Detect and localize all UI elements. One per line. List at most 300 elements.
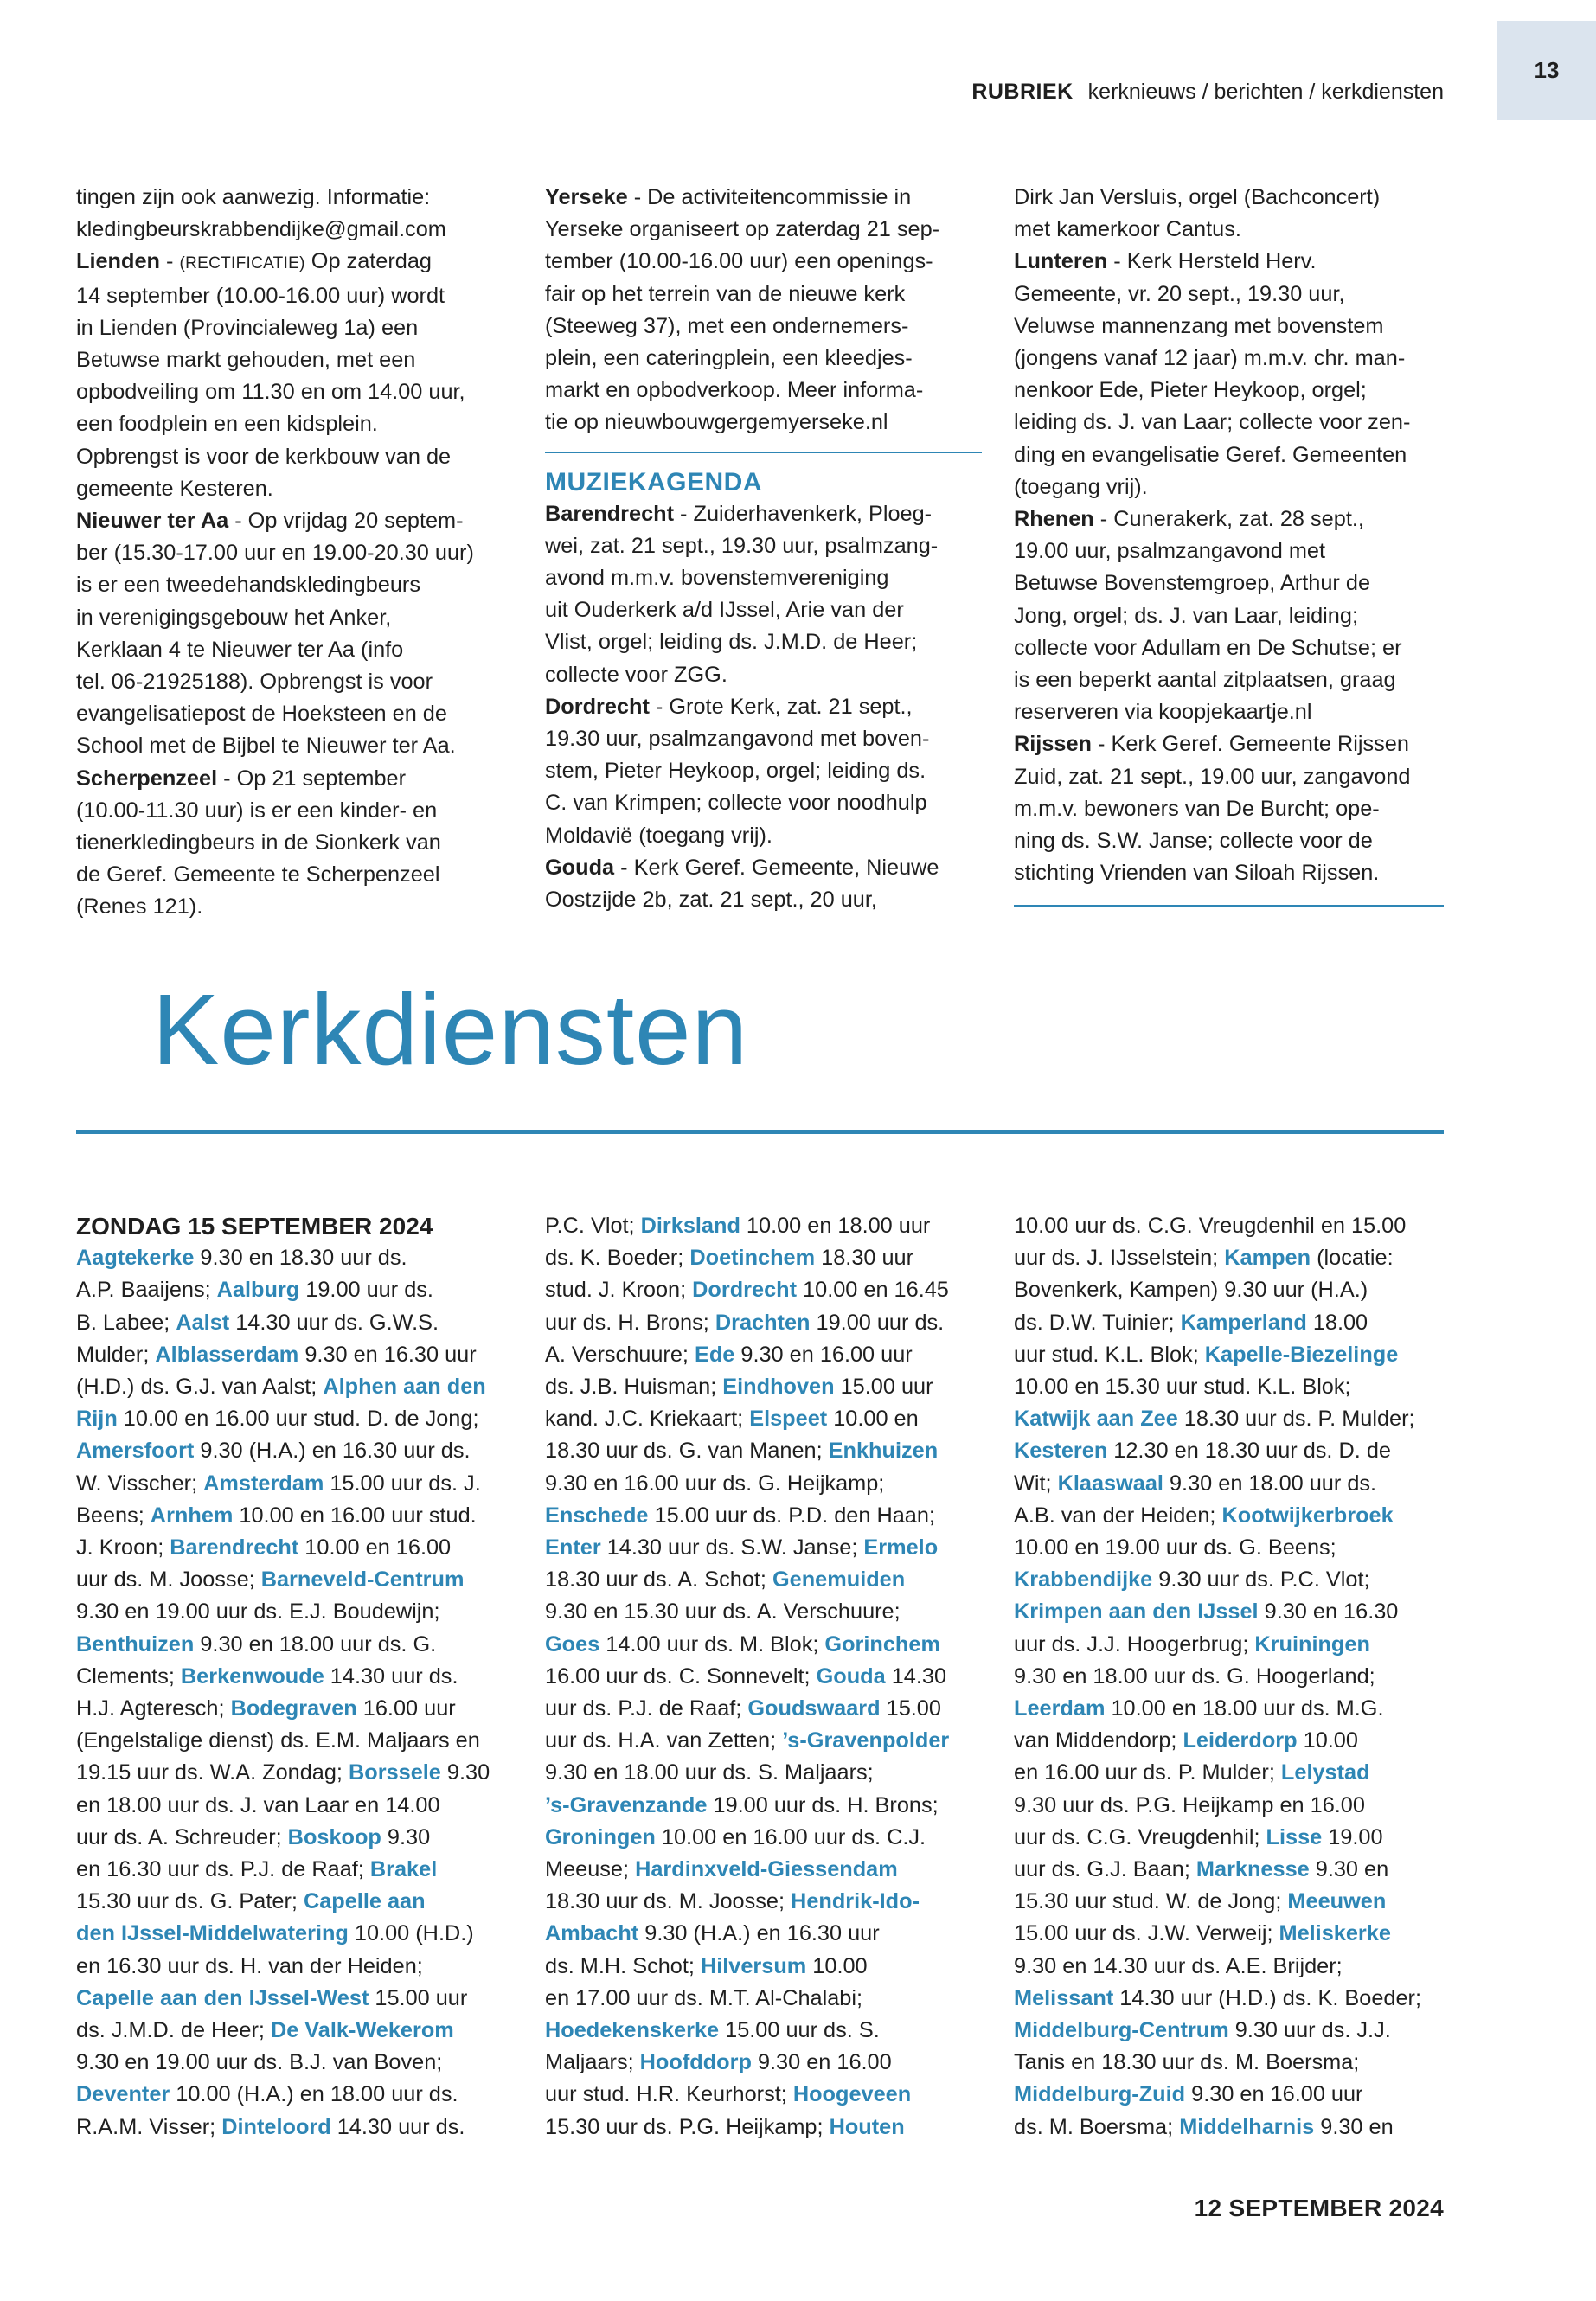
place-name: Barendrecht <box>170 1535 299 1561</box>
line-text: - Kerk Geref. Gemeente Rijssen <box>1091 732 1409 757</box>
line-text: Jong, orgel; ds. J. van Laar, leiding; <box>1014 603 1358 628</box>
service-details: 10.00 en 18.00 uur <box>740 1214 931 1238</box>
service-line <box>545 1822 982 1854</box>
text-line <box>76 280 513 312</box>
service-details: 9.30 en 16.00 uur ds. G. Heijkamp; <box>545 1471 885 1496</box>
text-line <box>545 659 982 691</box>
text-line <box>76 666 513 698</box>
service-details: ds. D.W. Tuinier; <box>1014 1310 1181 1335</box>
line-text: ning ds. S.W. Janse; collecte voor de <box>1014 829 1373 854</box>
service-line <box>76 1307 513 1339</box>
music-agenda-heading: MUZIEKAGENDA <box>545 467 762 497</box>
text-line <box>76 473 513 505</box>
line-text: gemeente Kesteren. <box>76 476 273 501</box>
service-line <box>1014 1242 1451 1274</box>
text-line <box>76 602 513 634</box>
service-details: 10.00 (H.A.) en 18.00 uur ds. <box>170 2082 458 2107</box>
service-details: 15.00 uur ds. P.D. den Haan; <box>648 1503 935 1528</box>
place-name: Amsterdam <box>203 1471 324 1496</box>
text-line <box>1014 471 1451 503</box>
news-column-2-top <box>545 182 982 439</box>
service-line <box>1014 1918 1451 1950</box>
place-name: Benthuizen <box>76 1631 195 1657</box>
text-line <box>1014 182 1451 214</box>
item-location: Lunteren <box>1014 249 1108 274</box>
service-details: 10.00 <box>1297 1728 1358 1753</box>
text-line <box>545 562 982 594</box>
service-details: 16.00 uur ds. C. Sonnevelt; <box>545 1663 817 1689</box>
item-location: Nieuwer ter Aa <box>76 509 229 534</box>
service-details: 9.30 en 18.30 uur ds. <box>194 1246 407 1271</box>
text-line <box>545 626 982 658</box>
place-name: Genemuiden <box>772 1567 906 1593</box>
service-details: 15.00 uur <box>834 1375 933 1400</box>
line-text: - Kerk Geref. Gemeente, Nieuwe <box>614 855 939 880</box>
service-details: 19.00 uur ds. <box>299 1278 433 1303</box>
service-line <box>1014 1886 1451 1918</box>
service-details: uur ds. C.G. Vreugdenhil; <box>1014 1824 1266 1849</box>
service-details: 9.30 en 19.00 uur ds. B.J. van Boven; <box>76 2050 443 2075</box>
place-name: Lisse <box>1266 1824 1323 1849</box>
line-text: ding en evangelisatie Geref. Gemeenten <box>1014 442 1407 467</box>
line-text: Kerklaan 4 te Nieuwer ter Aa (info <box>76 637 404 662</box>
line-text: Yerseke organiseert op zaterdag 21 sep- <box>545 217 940 242</box>
place-name: Enkhuizen <box>828 1439 939 1464</box>
line-text: Dirk Jan Versluis, orgel (Bachconcert) <box>1014 185 1381 209</box>
text-line <box>545 182 982 214</box>
place-name: Capelle aan den IJssel-West <box>76 1985 369 2010</box>
line-text: is er een tweedehandskledingbeurs <box>76 573 420 598</box>
text-line <box>545 884 982 916</box>
service-line <box>76 1371 513 1403</box>
place-name: Dordrecht <box>692 1278 798 1303</box>
text-line <box>545 498 982 530</box>
service-details: 9.30 uur ds. P.G. Heijkamp en 16.00 <box>1014 1792 1365 1817</box>
text-line <box>545 755 982 787</box>
place-name: Leiderdorp <box>1183 1728 1298 1753</box>
service-line <box>1014 1693 1451 1725</box>
text-line <box>76 891 513 923</box>
text-line <box>545 787 982 819</box>
service-line <box>1014 1210 1451 1242</box>
line-text: stichting Vrienden van Siloah Rijssen. <box>1014 861 1380 886</box>
text-line <box>76 408 513 440</box>
service-details: 14.00 uur ds. M. Blok; <box>599 1631 825 1657</box>
service-line <box>1014 1403 1451 1435</box>
service-line <box>76 1854 513 1886</box>
service-details: A. Verschuure; <box>545 1342 695 1367</box>
service-details: A.P. Baaijens; <box>76 1278 217 1303</box>
service-line <box>1014 1629 1451 1661</box>
service-details: 15.30 uur ds. G. Pater; <box>76 1889 304 1914</box>
service-details: A.B. van der Heiden; <box>1014 1503 1222 1528</box>
service-details: ds. M. Boersma; <box>1014 2114 1180 2139</box>
service-details: 9.30 uur ds. J.J. <box>1228 2018 1391 2043</box>
place-name: Goes <box>545 1631 600 1657</box>
service-details: Wit; <box>1014 1471 1058 1496</box>
service-line <box>1014 1307 1451 1339</box>
service-line <box>545 1532 982 1564</box>
service-line <box>76 1564 513 1596</box>
service-details: 19.00 <box>1322 1824 1383 1849</box>
line-text: 14 september (10.00-16.00 uur) wordt <box>76 283 445 308</box>
line-text: Oostzijde 2b, zat. 21 sept., 20 uur, <box>545 888 877 913</box>
service-details: en 16.30 uur ds. P.J. de Raaf; <box>76 1857 370 1882</box>
place-name: den IJssel-Middelwatering <box>76 1921 349 1946</box>
item-location: Scherpenzeel <box>76 766 218 791</box>
line-text: (Renes 121). <box>76 894 203 920</box>
service-details: 10.00 uur ds. C.G. Vreugdenhil en 15.00 <box>1014 1214 1407 1238</box>
line-text: School met de Bijbel te Nieuwer ter Aa. <box>76 734 456 759</box>
service-details: 9.30 en <box>1314 2114 1394 2139</box>
line-text: kledingbeurskrabbendijke@gmail.com <box>76 217 446 242</box>
text-line <box>1014 600 1451 632</box>
service-line <box>545 1307 982 1339</box>
service-line <box>76 1918 513 1950</box>
place-name: Groningen <box>545 1824 656 1849</box>
text-line <box>76 505 513 537</box>
service-details: uur ds. H. Brons; <box>545 1310 715 1335</box>
text-line <box>1014 632 1451 664</box>
service-line <box>545 1596 982 1628</box>
line-text: tienerkledingbeurs in de Sionkerk van <box>76 830 441 856</box>
text-line <box>1014 696 1451 728</box>
service-details: (Engelstalige dienst) ds. E.M. Maljaars en <box>76 1728 480 1753</box>
place-name: Krabbendijke <box>1014 1567 1153 1593</box>
service-details: 9.30 en 18.00 uur ds. <box>1163 1471 1377 1496</box>
service-details: van Middendorp; <box>1014 1728 1183 1753</box>
news-column-3-items <box>1014 182 1451 889</box>
service-details: 19.00 uur ds. <box>810 1310 945 1335</box>
service-details: 10.00 en 16.45 <box>797 1278 949 1303</box>
line-text: 19.00 uur, psalmzangavond met <box>1014 539 1326 564</box>
item-location: Yerseke <box>545 185 628 209</box>
page-number-tab <box>1497 21 1596 120</box>
service-details: stud. J. Kroon; <box>545 1278 693 1303</box>
line-text: (Steeweg 37), met een ondernemers- <box>545 313 909 338</box>
service-line <box>76 1886 513 1918</box>
text-line <box>1014 407 1451 439</box>
place-name: Melissant <box>1014 1985 1114 2010</box>
service-line <box>76 1596 513 1628</box>
line-text: - Zuiderhavenkerk, Ploeg- <box>674 501 933 526</box>
service-details: 14.30 <box>885 1663 947 1689</box>
line-text: stem, Pieter Heykoop, orgel; leiding ds. <box>545 759 926 784</box>
rectification-label: (RECTIFICATIE) <box>179 254 305 273</box>
line-text: tie op nieuwbouwgergemyerseke.nl <box>545 410 888 435</box>
service-line <box>545 1371 982 1403</box>
service-line <box>76 1403 513 1435</box>
line-text: collecte voor Adullam en De Schutse; er <box>1014 635 1402 660</box>
place-name: Capelle aan <box>303 1889 426 1914</box>
service-line <box>76 1629 513 1661</box>
service-details: uur ds. A. Schreuder; <box>76 1824 288 1849</box>
services-column-3 <box>1014 1210 1451 2144</box>
text-line <box>1014 279 1451 311</box>
line-text: tel. 06-21925188). Opbrengst is voor <box>76 670 433 695</box>
service-details: en 16.30 uur ds. H. van der Heiden; <box>76 1953 423 1978</box>
service-details: ds. J.B. Huisman; <box>545 1375 723 1400</box>
line-text: - Kerk Hersteld Herv. <box>1107 249 1317 274</box>
place-name: Meliskerke <box>1279 1921 1391 1946</box>
service-line <box>1014 1661 1451 1693</box>
line-text: evangelisatiepost de Hoeksteen en de <box>76 702 447 727</box>
text-line <box>545 594 982 626</box>
place-name: Hendrik-Ido- <box>791 1889 920 1914</box>
place-name: Kruiningen <box>1254 1631 1370 1657</box>
text-line <box>76 312 513 344</box>
text-line <box>545 214 982 246</box>
line-text: - Cunerakerk, zat. 28 sept., <box>1093 507 1364 532</box>
service-details: 10.00 en 18.00 uur ds. M.G. <box>1105 1696 1384 1721</box>
service-details: 18.30 uur ds. G. van Manen; <box>545 1439 829 1464</box>
text-line <box>545 691 982 723</box>
place-name: Kampen <box>1224 1246 1311 1271</box>
service-details: 15.00 uur ds. S. <box>719 2018 880 2043</box>
service-details: 9.30 <box>440 1760 490 1785</box>
text-line <box>76 698 513 730</box>
service-details: 9.30 (H.A.) en 16.30 uur ds. <box>194 1439 471 1464</box>
text-line <box>76 214 513 246</box>
place-name: Lelystad <box>1280 1760 1370 1785</box>
line-text: - Op vrijdag 20 septem- <box>228 509 464 534</box>
service-details: 18.30 uur <box>815 1246 914 1271</box>
place-name: Ambacht <box>545 1921 639 1946</box>
place-name: Hardinxveld-Giessendam <box>635 1857 898 1882</box>
line-text: 19.30 uur, psalmzangavond met boven- <box>545 727 930 752</box>
service-line <box>545 1242 982 1274</box>
item-location: Barendrecht <box>545 501 675 526</box>
line-text: uit Ouderkerk a/d IJssel, Arie van der <box>545 598 904 623</box>
place-name: Elspeet <box>749 1407 828 1432</box>
service-details: Meeuse; <box>545 1857 636 1882</box>
service-line <box>545 1854 982 1886</box>
service-line <box>76 1693 513 1725</box>
music-agenda-list <box>545 498 982 917</box>
service-details: 14.30 uur ds. S.W. Janse; <box>600 1535 864 1561</box>
news-column-1 <box>76 182 513 924</box>
service-details: (H.D.) ds. G.J. van Aalst; <box>76 1375 324 1400</box>
service-details: P.C. Vlot; <box>545 1214 641 1238</box>
place-name: Kootwijkerbroek <box>1221 1503 1394 1528</box>
service-details: Clements; <box>76 1663 181 1689</box>
line-text: ber (15.30-17.00 uur en 19.00-20.30 uur) <box>76 541 474 566</box>
service-line <box>545 1757 982 1789</box>
place-name: De Valk-Wekerom <box>270 2018 454 2043</box>
service-line <box>76 2047 513 2079</box>
text-line <box>1014 214 1451 246</box>
text-line <box>545 375 982 407</box>
place-name: Hoedekenskerke <box>545 2018 720 2043</box>
line-text: (jongens vanaf 12 jaar) m.m.v. chr. man- <box>1014 346 1406 371</box>
place-name: Dirksland <box>640 1214 740 1238</box>
place-name: Amersfoort <box>76 1439 195 1464</box>
item-location: Rijssen <box>1014 732 1092 757</box>
services-column-1 <box>76 1210 513 2144</box>
service-details: 10.00 en 16.00 <box>298 1535 452 1561</box>
place-name: Kesteren <box>1014 1439 1108 1464</box>
text-line <box>1014 857 1451 889</box>
service-line <box>76 1951 513 1983</box>
service-details: Beens; <box>76 1503 151 1528</box>
line-text: de Geref. Gemeente te Scherpenzeel <box>76 862 440 888</box>
service-line <box>1014 1790 1451 1822</box>
line-text: Gemeente, vr. 20 sept., 19.30 uur, <box>1014 281 1345 306</box>
text-line <box>76 795 513 827</box>
text-line <box>1014 439 1451 471</box>
text-line <box>76 569 513 601</box>
service-details: Bovenkerk, Kampen) 9.30 uur (H.A.) <box>1014 1278 1368 1303</box>
service-line <box>76 1757 513 1789</box>
service-details: 15.00 uur ds. J. <box>324 1471 481 1496</box>
service-details: uur ds. H.A. van Zetten; <box>545 1728 783 1753</box>
services-column-2 <box>545 1210 982 2144</box>
place-name: ’s-Gravenpolder <box>782 1728 950 1753</box>
service-line <box>1014 1951 1451 1983</box>
place-name: Marknesse <box>1195 1857 1310 1882</box>
service-details: uur ds. P.J. de Raaf; <box>545 1696 748 1721</box>
service-details: uur stud. K.L. Blok; <box>1014 1342 1205 1367</box>
text-line <box>1014 375 1451 407</box>
service-details: 19.00 uur ds. H. Brons; <box>707 1792 939 1817</box>
line-text: m.m.v. bewoners van De Burcht; ope- <box>1014 796 1380 821</box>
service-line <box>545 1210 982 1242</box>
place-name: Borssele <box>349 1760 441 1785</box>
place-name: Boskoop <box>287 1824 381 1849</box>
service-line <box>545 1403 982 1435</box>
text-line <box>1014 825 1451 857</box>
service-details: en 16.00 uur ds. P. Mulder; <box>1014 1760 1281 1785</box>
service-line <box>76 1242 513 1274</box>
text-line <box>1014 761 1451 793</box>
service-details: 12.30 en 18.30 uur ds. D. de <box>1107 1439 1391 1464</box>
place-name: Alblasserdam <box>155 1342 299 1367</box>
line-text: - <box>159 249 180 274</box>
service-details: 9.30 <box>381 1824 431 1849</box>
place-name: Goudswaard <box>747 1696 881 1721</box>
service-date-heading: ZONDAG 15 SEPTEMBER 2024 <box>76 1213 433 1240</box>
service-details: 18.00 <box>1306 1310 1368 1335</box>
service-line <box>545 1693 982 1725</box>
service-details: en 18.00 uur ds. J. van Laar en 14.00 <box>76 1792 440 1817</box>
service-line <box>1014 1274 1451 1306</box>
place-name: Gouda <box>816 1663 886 1689</box>
line-text: tingen zijn ook aanwezig. Informatie: <box>76 185 431 209</box>
place-name: Gorinchem <box>824 1631 940 1657</box>
service-line <box>76 2079 513 2111</box>
service-details: J. Kroon; <box>76 1535 170 1561</box>
section-divider <box>545 452 982 453</box>
service-details: R.A.M. Visser; <box>76 2114 222 2139</box>
place-name: Rijn <box>76 1407 118 1432</box>
service-details: 9.30 en 18.00 uur ds. G. Hoogerland; <box>1014 1663 1375 1689</box>
service-details: 9.30 en 16.00 <box>751 2050 892 2075</box>
text-line <box>1014 343 1451 375</box>
service-details: 18.30 uur ds. P. Mulder; <box>1177 1407 1415 1432</box>
line-text: - Op 21 september <box>217 766 407 791</box>
text-line <box>76 827 513 859</box>
service-line <box>76 1725 513 1757</box>
text-line <box>1014 664 1451 696</box>
service-line <box>1014 1596 1451 1628</box>
place-name: Leerdam <box>1014 1696 1106 1721</box>
text-line <box>1014 246 1451 278</box>
service-line <box>76 1532 513 1564</box>
service-details: kand. J.C. Kriekaart; <box>545 1407 750 1432</box>
service-line <box>1014 2015 1451 2047</box>
place-name: Meeuwen <box>1287 1889 1387 1914</box>
kerkdiensten-title: Kerkdiensten <box>152 973 749 1086</box>
place-name: Aalburg <box>216 1278 300 1303</box>
service-line <box>1014 1822 1451 1854</box>
line-text: collecte voor ZGG. <box>545 662 727 687</box>
issue-date: 12 SEPTEMBER 2024 <box>1194 2195 1444 2221</box>
service-details: 9.30 (H.A.) en 16.30 uur <box>638 1921 880 1946</box>
line-text: in verenigingsgebouw het Anker, <box>76 605 392 630</box>
place-name: Enschede <box>545 1503 649 1528</box>
service-details: 18.30 uur ds. M. Joosse; <box>545 1889 792 1914</box>
service-details: 9.30 en 16.30 uur <box>298 1342 477 1367</box>
place-name: Katwijk aan Zee <box>1014 1407 1178 1432</box>
service-line <box>545 1790 982 1822</box>
service-details: Tanis en 18.30 uur ds. M. Boersma; <box>1014 2050 1360 2075</box>
text-line <box>545 407 982 439</box>
text-line <box>1014 311 1451 343</box>
service-details: 9.30 en 15.30 uur ds. A. Verschuure; <box>545 1599 901 1625</box>
service-details: uur ds. G.J. Baan; <box>1014 1857 1196 1882</box>
text-line <box>76 634 513 666</box>
place-name: Aalst <box>176 1310 230 1335</box>
place-name: Hilversum <box>700 1953 807 1978</box>
service-details: 9.30 en 16.30 <box>1258 1599 1399 1625</box>
service-details: en 17.00 uur ds. M.T. Al-Chalabi; <box>545 1985 863 2010</box>
place-name: Middelharnis <box>1179 2114 1315 2139</box>
service-line <box>1014 1757 1451 1789</box>
news-column-2 <box>545 182 982 916</box>
place-name: Brakel <box>369 1857 438 1882</box>
text-line <box>545 723 982 755</box>
service-line <box>1014 1339 1451 1371</box>
line-text: - Grote Kerk, zat. 21 sept., <box>649 694 913 719</box>
service-details: 10.00 en 15.30 uur stud. K.L. Blok; <box>1014 1375 1351 1400</box>
service-details: 9.30 en 16.00 uur <box>734 1342 913 1367</box>
text-line <box>76 246 513 279</box>
news-column-3 <box>1014 182 1451 907</box>
line-text: met kamerkoor Cantus. <box>1014 217 1241 242</box>
text-line <box>1014 793 1451 825</box>
line-text: leiding ds. J. van Laar; collecte voor zen- <box>1014 410 1411 435</box>
place-name: Eindhoven <box>722 1375 835 1400</box>
service-line <box>76 2112 513 2144</box>
service-details: B. Labee; <box>76 1310 176 1335</box>
service-line <box>76 1500 513 1532</box>
service-details: 9.30 en 18.00 uur ds. G. <box>194 1631 437 1657</box>
place-name: Barneveld-Centrum <box>260 1567 465 1593</box>
text-line <box>545 279 982 311</box>
text-line <box>76 859 513 891</box>
service-line <box>1014 1854 1451 1886</box>
service-details: Mulder; <box>76 1342 156 1367</box>
line-text: fair op het terrein van de nieuwe kerk <box>545 281 906 306</box>
page-number: 13 <box>1534 57 1560 83</box>
place-name: Dinteloord <box>221 2114 331 2139</box>
service-line <box>1014 1500 1451 1532</box>
line-text: Opbrengst is voor de kerkbouw van de <box>76 444 452 469</box>
place-name: Hoofddorp <box>639 2050 752 2075</box>
place-name: Krimpen aan den IJssel <box>1014 1599 1259 1625</box>
service-details: uur stud. H.R. Keurhorst; <box>545 2082 793 2107</box>
line-text: tember (10.00-16.00 uur) een openings- <box>545 249 933 274</box>
